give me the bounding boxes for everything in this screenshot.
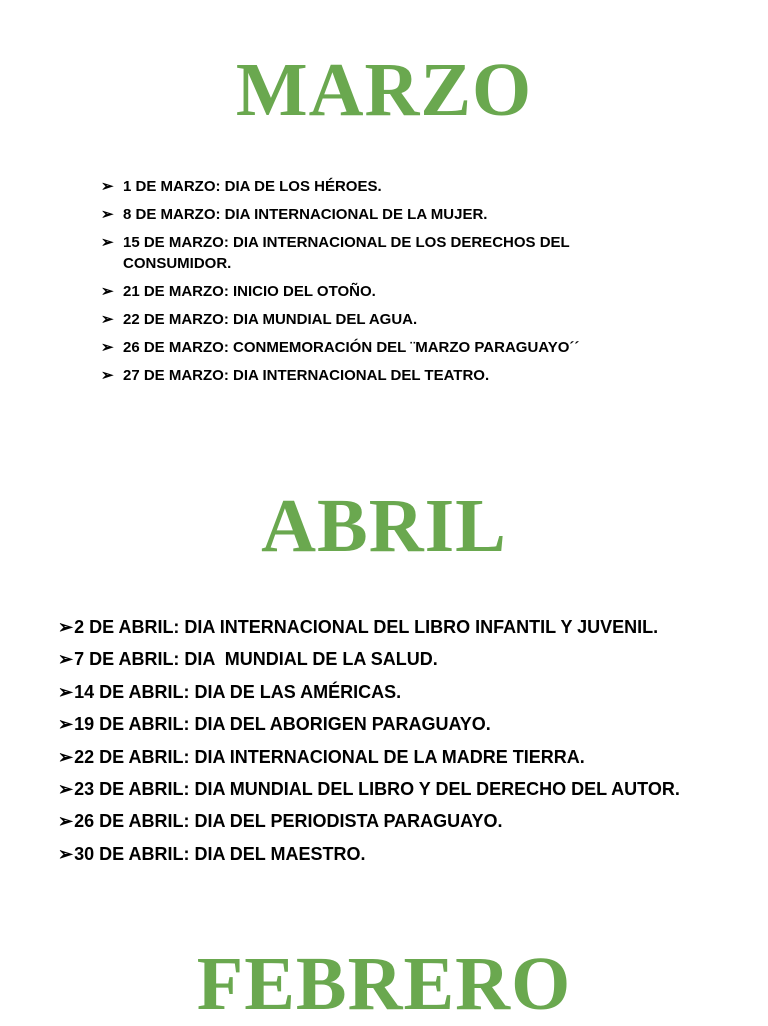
list-item <box>101 337 621 358</box>
list-item-text: 30 DE ABRIL: DIA DEL MAESTRO. <box>74 843 366 864</box>
arrow-bullet-icon: ➢ <box>101 178 114 195</box>
list-item-text: 15 DE MARZO: DIA INTERNACIONAL DE LOS DERECHOS DEL CONSUMIDOR. <box>123 234 570 272</box>
list-item <box>101 365 621 386</box>
arrow-bullet-icon: ➢ <box>58 649 74 670</box>
list-item <box>58 842 738 866</box>
list-item-text: 14 DE ABRIL: DIA DE LAS AMÉRICAS. <box>74 681 402 702</box>
arrow-bullet-icon: ➢ <box>58 746 74 767</box>
list-item <box>58 745 738 769</box>
list-item <box>58 712 738 736</box>
list-item-text: 22 DE MARZO: DIA MUNDIAL DEL AGUA. <box>123 311 418 328</box>
list-item <box>58 809 738 833</box>
list-item-text: 2 DE ABRIL: DIA INTERNACIONAL DEL LIBRO INFANTIL Y JUVENIL. <box>74 617 659 637</box>
list-item <box>58 680 738 704</box>
list-item <box>58 777 738 801</box>
arrow-bullet-icon: ➢ <box>101 283 114 300</box>
list-item-text: 22 DE ABRIL: DIA INTERNACIONAL DE LA MADRE TIERRA. <box>74 746 585 767</box>
list-item <box>101 281 621 302</box>
list-item <box>58 647 738 671</box>
list-item <box>101 232 621 274</box>
arrow-bullet-icon: ➢ <box>101 339 114 356</box>
arrow-bullet-icon: ➢ <box>101 234 114 251</box>
list-item-text: 26 DE MARZO: CONMEMORACIÓN DEL ¨MARZO PARAGUAYO´´ <box>123 339 580 356</box>
list-item <box>101 176 621 197</box>
arrow-bullet-icon: ➢ <box>58 617 74 637</box>
list-item-text: 21 DE MARZO: INICIO DEL OTOÑO. <box>123 283 376 300</box>
arrow-bullet-icon: ➢ <box>58 778 74 799</box>
list-item-text: 7 DE ABRIL: DIA MUNDIAL DE LA SALUD. <box>74 649 438 670</box>
arrow-bullet-icon: ➢ <box>101 367 114 384</box>
arrow-bullet-icon: ➢ <box>58 811 74 832</box>
list-item-text: 8 DE MARZO: DIA INTERNACIONAL DE LA MUJER. <box>123 206 488 223</box>
list-item <box>58 615 738 639</box>
arrow-bullet-icon: ➢ <box>101 206 114 223</box>
heading-marzo: MARZO <box>235 48 533 132</box>
list-item <box>101 309 621 330</box>
list-item-text: 23 DE ABRIL: DIA MUNDIAL DEL LIBRO Y DEL DERECHO DEL AUTOR. <box>74 778 680 799</box>
arrow-bullet-icon: ➢ <box>58 714 74 735</box>
arrow-bullet-icon: ➢ <box>58 843 74 864</box>
list-item-text: 19 DE ABRIL: DIA DEL ABORIGEN PARAGUAYO. <box>74 714 491 735</box>
list-item <box>101 204 621 225</box>
arrow-bullet-icon: ➢ <box>58 681 74 702</box>
arrow-bullet-icon: ➢ <box>101 311 114 328</box>
list-item-text: 26 DE ABRIL: DIA DEL PERIODISTA PARAGUAYO. <box>74 811 503 832</box>
list-abril <box>58 615 738 874</box>
heading-abril: ABRIL <box>261 484 507 568</box>
list-item-text: 1 DE MARZO: DIA DE LOS HÉROES. <box>123 178 382 195</box>
heading-febrero: FEBRERO <box>196 942 572 1026</box>
list-item-text: 27 DE MARZO: DIA INTERNACIONAL DEL TEATRO. <box>123 367 490 384</box>
list-marzo <box>101 176 621 393</box>
